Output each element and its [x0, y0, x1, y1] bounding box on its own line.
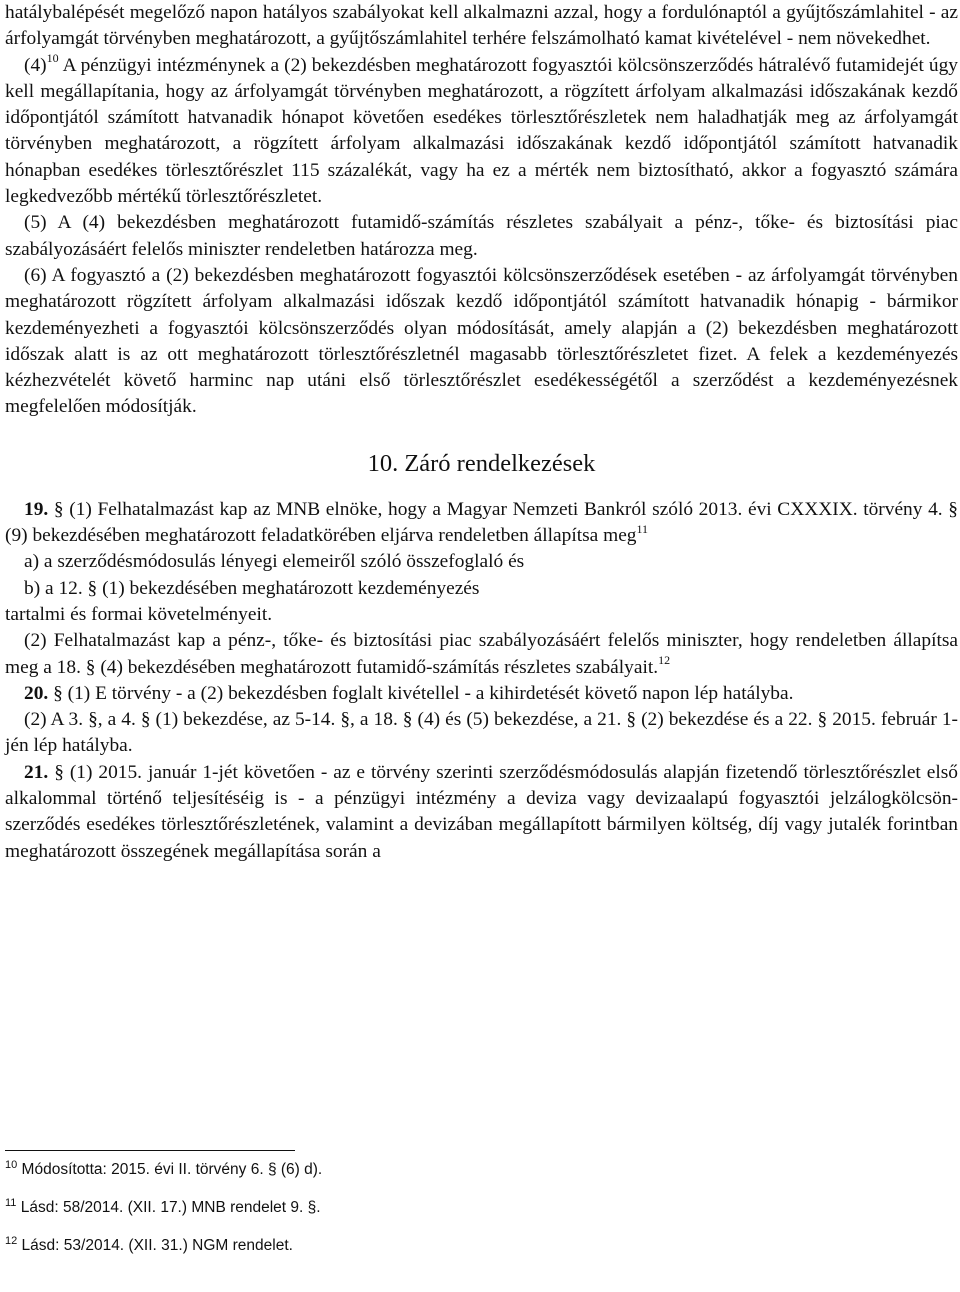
footnote-10: $^{10}$ Módosította: 2015. évi II. törvény 6. § (6) d). [5, 1158, 323, 1178]
footnote-separator [5, 1150, 295, 1151]
footnote-12: $^{12}$ Lásd: 53/2014. (XII. 31.) NGM rendelet. [5, 1234, 293, 1254]
section-19: 19. § (1) Felhatalmazást kap az MNB elnöke, hogy a Magyar Nemzeti Bankról szóló 2013. évi CXXXIX. törvény 4. § (9) bekezdésében meghatározott feladatkörében eljárva rendeletben állapítsa meg$^{11}$ [5, 498, 958, 547]
section-20-paragraph-2: (2) A 3. §, a 4. § (1) bekezdése, az 5-14. §, a 18. § (4) és (5) bekezdése, a 21. § (2) bekezdése és a 22. § 2015. február 1-jén lép hatályba. [5, 709, 958, 757]
paragraph-5: (5) A (4) bekezdésben meghatározott futamidő-számítás részletes szabályait a pénz-, tőke- és biztosítási piac szabályozásáért felelős miniszter rendeletben határozza meg. [5, 212, 958, 260]
list-item-a: a) a szerződésmódosulás lényegi elemeiről szóló összefoglaló és [24, 551, 525, 573]
section-21: 21. § (1) 2015. január 1-jét követően - az e törvény szerinti szerződésmódosulás alapján fizetendő törlesztőrészlet első alkalommal történő teljesítéséig is - a pénzügyi intézmény a deviza vagy devizaalapú fogyasztói jelzálogkölcsön-szerződés esedékes törlesztőrészletének, valamint a devizában megállapított bármilyen költség, díj vagy jutalék forintban meghatározott összegének megállapítása során a [5, 761, 958, 862]
list-tail: tartalmi és formai követelményeit. [5, 603, 273, 625]
section-20: 20. § (1) E törvény - a (2) bekezdésben foglalt kivétellel - a kihirdetését követő napon lép hatályba. [24, 682, 794, 704]
section-19-paragraph-2: (2) Felhatalmazást kap a pénz-, tőke- és biztosítási piac szabályozásáért felelős miniszter, hogy rendeletben állapítsa meg a 18. § (4) bekezdésében meghatározott futamidő-számítás részletes szabályait.$^{12}$ [5, 630, 958, 678]
footnote-11: $^{11}$ Lásd: 58/2014. (XII. 17.) MNB rendelet 9. §. [5, 1196, 321, 1216]
paragraph-6: (6) A fogyasztó a (2) bekezdésben meghatározott fogyasztói kölcsönszerződések esetében - az árfolyamgát törvényben meghatározott rögzített árfolyam alkalmazási időszak kezdő időpontjától számított hatvanadik hónapig - bármikor kezdeményezheti a fogyasztói kölcsönszerződés olyan módosítását, amely alapján a (2) bekezdésben meghatározott időszak alatt is az ott meghatározott törlesztőrészletnél magasabb törlesztőrészletet fizet. A felek a kezdeményezés kézhezvételét követő harminc nap utáni első törlesztőrészlet esedékességétől a szerződést a kezdeményezésnek megfelelően módosítják. [5, 264, 958, 418]
paragraph-4: $(4)^{10}$ A pénzügyi intézménynek a (2) bekezdésben meghatározott fogyasztói kölcsönszerződés hátralévő futamidejét úgy kell megállapítania, hogy az árfolyamgát törvényben meghatározott, a rögzített árfolyam alkalmazási időszakának kezdő időpontjától számított hatvanadik hónapot követően esedékes törlesztőrészletek nem haladhatják meg az árfolyamgát törvényben meghatározott, a rögzített árfolyam alkalmazási időszakának kezdő időpontjától számított hatvanadik hónapban esedékes törlesztőrészlet 115 százalékát, vagy ha ez a mérték nem biztosítható, akkor a fogyasztó számára legkedvezőbb mértékű törlesztőrészletet. [5, 51, 958, 208]
footnotes [5, 1160, 945, 1274]
paragraph-continuation: hatálybalépését megelőző napon hatályos szabályokat kell alkalmazni azzal, hogy a fordulónaptól a gyűjtőszámlahitel - az árfolyamgát törvényben meghatározott, a gyűjtőszámlahitel terhére felszámolható kamat kivételével - nem növekedhet. [5, 2, 958, 50]
document-body [5, 0, 958, 865]
section-heading: 10. Záró rendelkezések [367, 449, 596, 477]
footnote-ref-12[interactable]: 12 [658, 653, 671, 668]
list-item-b: b) a 12. § (1) bekezdésében meghatározott kezdeményezés [24, 577, 480, 599]
footnote-ref-11[interactable]: 11 [636, 521, 649, 536]
footnote-ref-10[interactable]: 10 [46, 51, 59, 66]
